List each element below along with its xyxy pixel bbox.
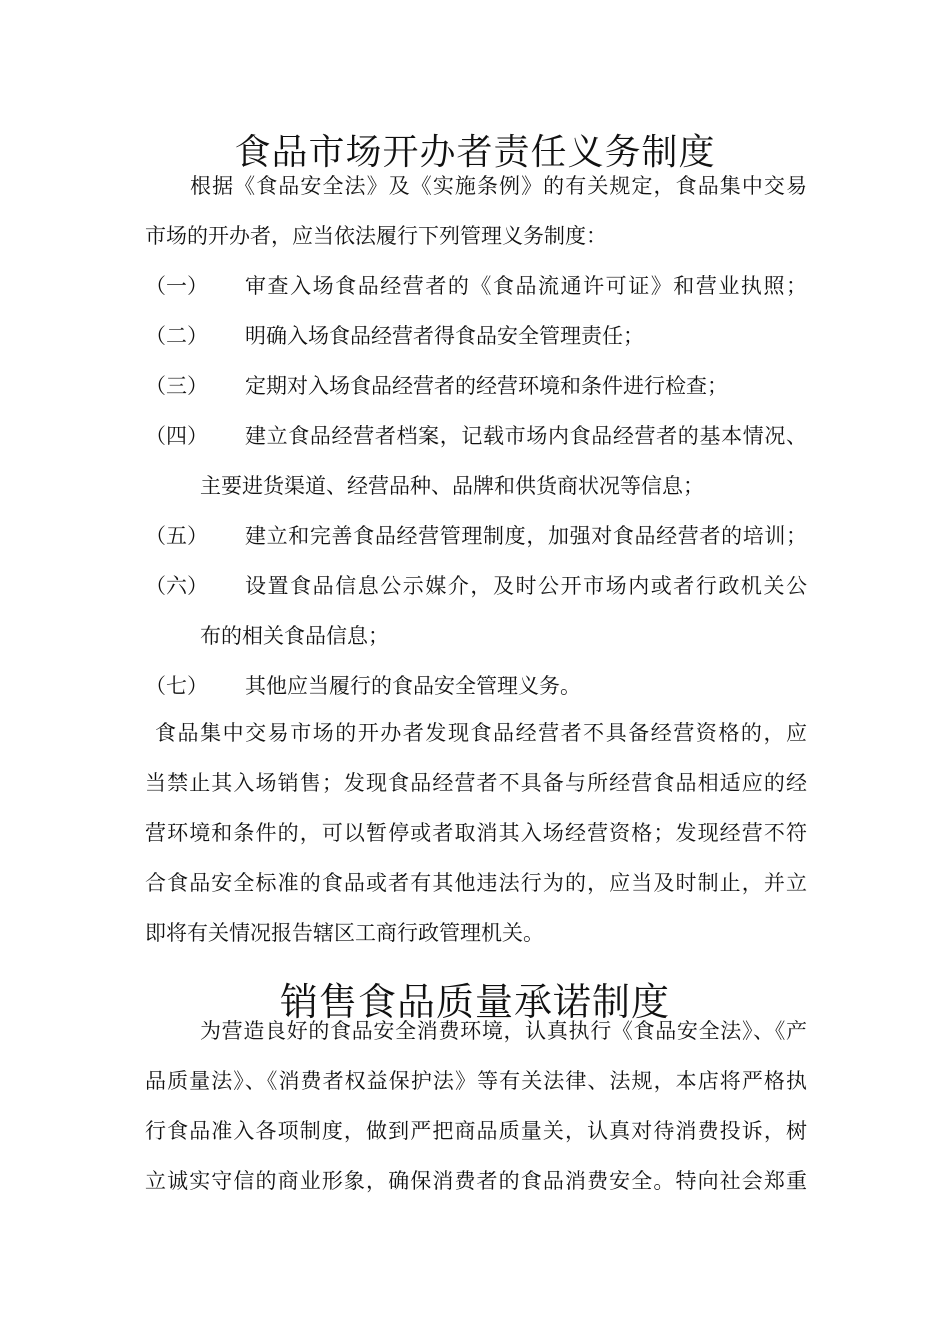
- section2-body-line-2: 品质量法》、《消费者权益保护法》等有关法律、法规，本店将严格执: [145, 1069, 807, 1093]
- item-3-text: 定期对入场食品经营者的经营环境和条件进行检查；: [245, 374, 728, 398]
- section1-closing-line-3: 营环境和条件的，可以暂停或者取消其入场经营资格；发现经营不符: [145, 821, 807, 845]
- item-2-number: （二）: [145, 324, 208, 348]
- section2-body-line-1: 为营造良好的食品安全消费环境，认真执行《食品安全法》、《产: [200, 1019, 807, 1043]
- section1-closing-line-2: 当禁止其入场销售；发现食品经营者不具备与所经营食品相适应的经: [145, 771, 807, 795]
- item-4-number: （四）: [145, 424, 208, 448]
- item-7-text: 其他应当履行的食品安全管理义务。: [245, 674, 581, 698]
- section1-closing-line-5: 即将有关情况报告辖区工商行政管理机关。: [145, 921, 544, 945]
- item-5-text: 建立和完善食品经营管理制度，加强对食品经营者的培训；: [245, 524, 807, 548]
- item-5-number: （五）: [145, 524, 208, 548]
- item-7-number: （七）: [145, 674, 208, 698]
- section1-closing-line-1: 食品集中交易市场的开办者发现食品经营者不具备经营资格的，应: [155, 721, 807, 745]
- item-4-text: 建立食品经营者档案，记载市场内食品经营者的基本情况、: [245, 424, 807, 448]
- section1-title: 食品市场开办者责任义务制度: [234, 132, 716, 174]
- section1-intro-line-1: 根据《食品安全法》及《实施条例》的有关规定，食品集中交易: [190, 174, 807, 198]
- section1-closing-line-4: 合食品安全标准的食品或者有其他违法行为的，应当及时制止，并立: [145, 871, 807, 895]
- item-1-text: 审查入场食品经营者的《食品流通许可证》和营业执照；: [245, 274, 807, 298]
- item-6-text: 设置食品信息公示媒介，及时公开市场内或者行政机关公: [245, 574, 807, 598]
- item-1-number: （一）: [145, 274, 208, 298]
- item-6-number: （六）: [145, 574, 208, 598]
- item-4-continuation: 主要进货渠道、经营品种、品牌和供货商状况等信息；: [200, 474, 704, 498]
- item-3-number: （三）: [145, 374, 208, 398]
- section2-body-line-4: 立诚实守信的商业形象，确保消费者的食品消费安全。特向社会郑重: [145, 1169, 807, 1193]
- item-2-text: 明确入场食品经营者得食品安全管理责任；: [245, 324, 644, 348]
- section2-title: 销售食品质量承诺制度: [279, 980, 670, 1025]
- section2-body-line-3: 行食品准入各项制度，做到严把商品质量关，认真对待消费投诉，树: [145, 1119, 807, 1143]
- section1-intro-line-2: 市场的开办者，应当依法履行下列管理义务制度：: [145, 224, 607, 248]
- item-6-continuation: 布的相关食品信息；: [200, 624, 389, 648]
